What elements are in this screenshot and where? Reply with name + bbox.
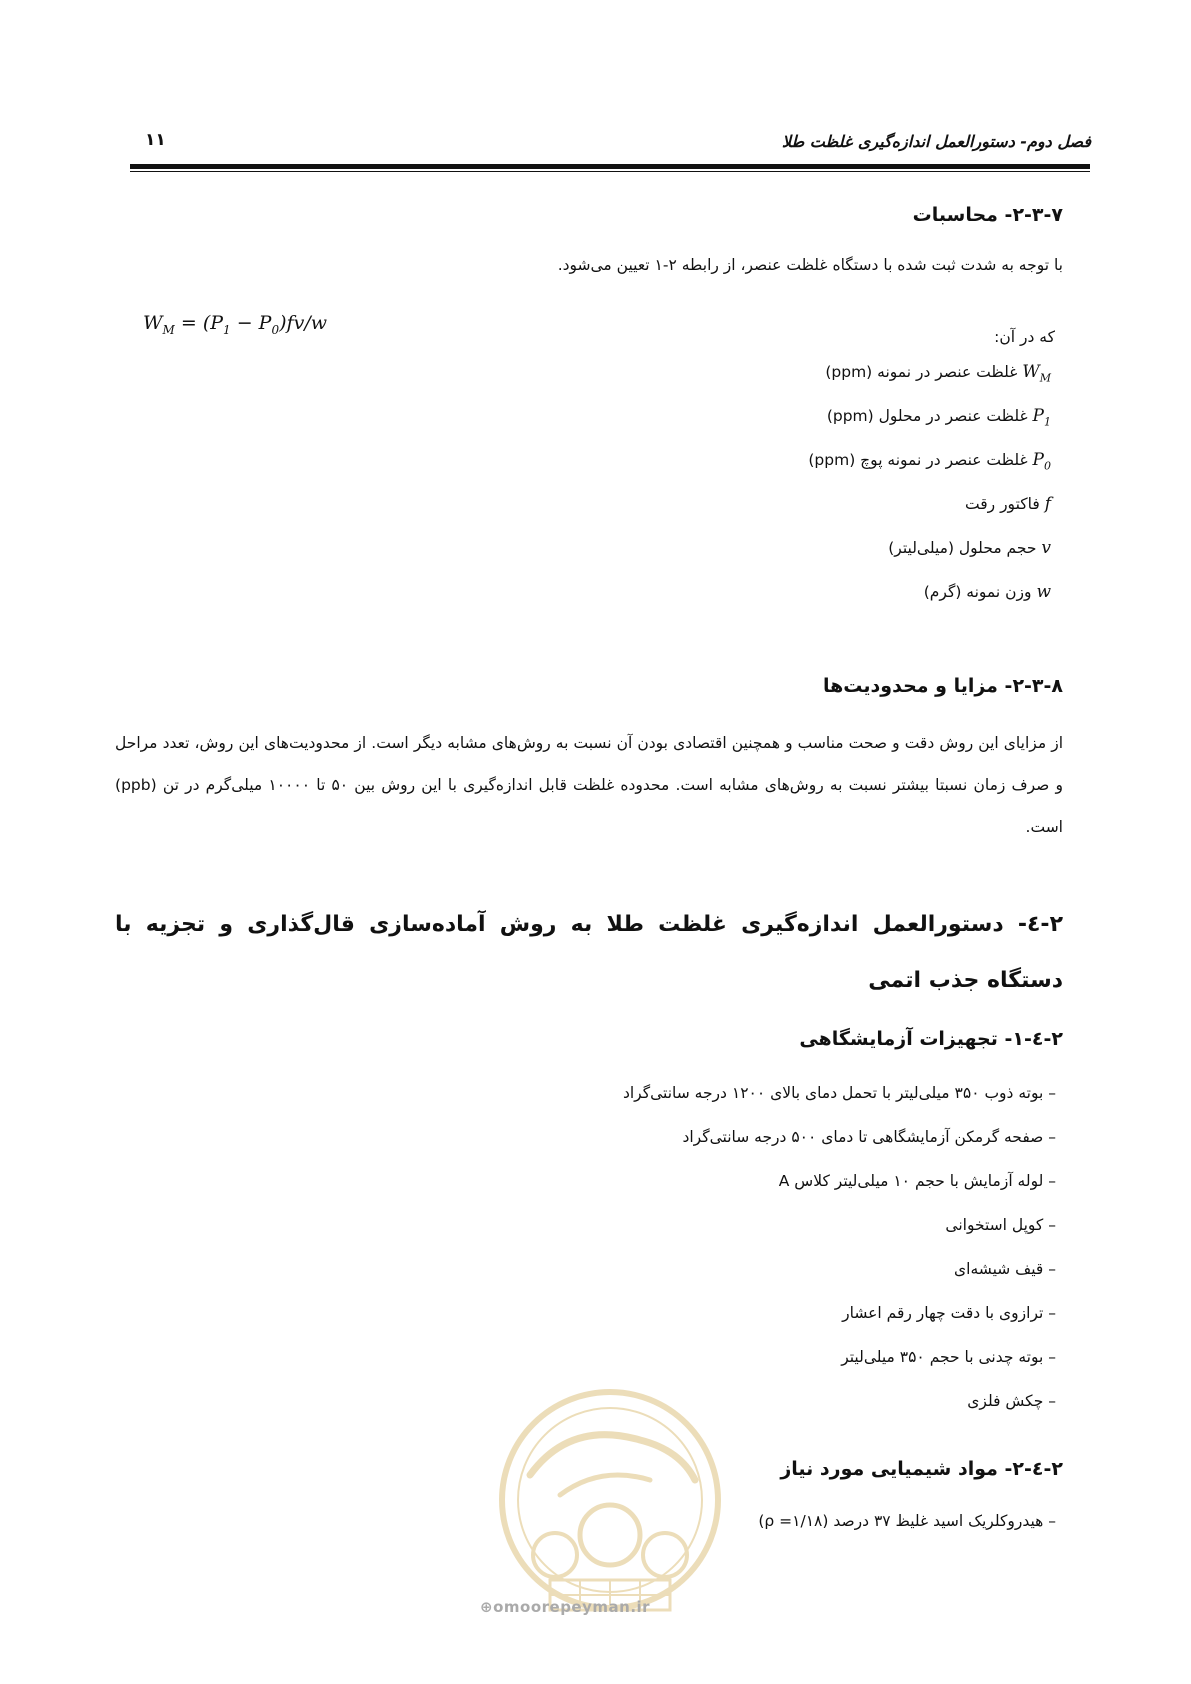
section-heading-chemicals: ۲-٤-۲- مواد شیمیایی مورد نیاز <box>780 1458 1063 1480</box>
variable-definitions <box>808 362 1051 626</box>
definition-item <box>808 494 1051 538</box>
list-item: – هیدروکلریک اسید غلیظ ۳۷ درصد (ρ =۱/۱۸) <box>758 1512 1056 1530</box>
page-number: ۱۱ <box>145 130 166 150</box>
section-heading-advantages: ۲-۳-۸- مزایا و محدودیت‌ها <box>822 675 1063 697</box>
definition-text: وزن نمونه (گرم) <box>923 583 1032 601</box>
watermark-icon: ⊕ <box>480 1598 494 1616</box>
list-item: – صفحه گرمکن آزمایشگاهی تا دمای ۵۰۰ درجه سانتی‌گراد <box>682 1128 1056 1146</box>
list-item: – کوپل استخوانی <box>945 1216 1056 1234</box>
definition-text: فاکتور رقت <box>965 495 1040 513</box>
list-item: – قیف شیشه‌ای <box>954 1260 1056 1278</box>
list-item: – چکش فلزی <box>967 1392 1056 1410</box>
definition-text: غلظت عنصر در نمونه (ppm) <box>825 363 1018 381</box>
list-item: – ترازوی با دقت چهار رقم اعشار <box>842 1304 1056 1322</box>
definition-text: غلظت عنصر در محلول (ppm) <box>826 407 1028 425</box>
definition-text: غلظت عنصر در نمونه پوچ (ppm) <box>808 451 1028 469</box>
advantages-paragraph: از مزایای این روش دقت و صحت مناسب و همچنین اقتصادی بودن آن نسبت به روش‌های مشابه دیگر است. از محدودیت‌های این روش، تعدد مراحل و صرف زمان نسبتا بیشتر نسبت به روش‌های مشابه است. محدوده غلظت قابل اندازه‌گیری با این روش بین ۵۰ تا ۱۰۰۰۰ میلی‌گرم در تن (ppb) است. <box>115 734 1064 836</box>
header-rule-thick <box>130 164 1090 169</box>
symbol-p1: $P_1$ <box>1032 406 1051 429</box>
running-header-title: فصل دوم- دستورالعمل اندازه‌گیری غلظت طلا <box>781 132 1091 151</box>
chemicals-list <box>758 1512 1056 1556</box>
where-label: که در آن: <box>994 328 1055 346</box>
definition-item <box>808 582 1051 626</box>
list-item: – بوته چدنی با حجم ۳۵۰ میلی‌لیتر <box>841 1348 1056 1366</box>
symbol-w: w <box>1036 582 1051 602</box>
watermark-text: ⊕omoorepeyman.ir <box>480 1598 651 1616</box>
list-item: – بوته ذوب ۳۵۰ میلی‌لیتر با تحمل دمای بالای ۱۲۰۰ درجه سانتی‌گراد <box>622 1084 1056 1102</box>
symbol-wm: $W_M$ <box>1022 362 1051 385</box>
symbol-p0: $P_0$ <box>1032 450 1051 473</box>
formula-wm: $W_M = (P_1 - P_0)fv/w$ <box>143 312 327 337</box>
definition-text: حجم محلول (میلی‌لیتر) <box>888 539 1037 557</box>
symbol-f: f <box>1044 494 1051 514</box>
definition-item <box>808 450 1051 494</box>
section-heading-equipment: ۲-٤-۱- تجهیزات آزمایشگاهی <box>799 1028 1063 1050</box>
definition-item <box>808 538 1051 582</box>
header-rule-thin <box>130 171 1090 172</box>
symbol-v: v <box>1041 538 1051 558</box>
section-heading-calculations: ۲-۳-۷- محاسبات <box>912 204 1063 226</box>
definition-item <box>808 362 1051 406</box>
section-heading-main: ۲-٤- دستورالعمل اندازه‌گیری غلظت طلا به روش آماده‌سازی قال‌گذاری و تجزیه با دستگاه جذب اتمی <box>115 912 1063 993</box>
definition-item <box>808 406 1051 450</box>
list-item: – لوله آزمایش با حجم ۱۰ میلی‌لیتر کلاس A <box>778 1172 1056 1190</box>
calculations-intro: با توجه به شدت ثبت شده با دستگاه غلظت عنصر، از رابطه ۲-۱ تعیین می‌شود. <box>557 256 1063 274</box>
